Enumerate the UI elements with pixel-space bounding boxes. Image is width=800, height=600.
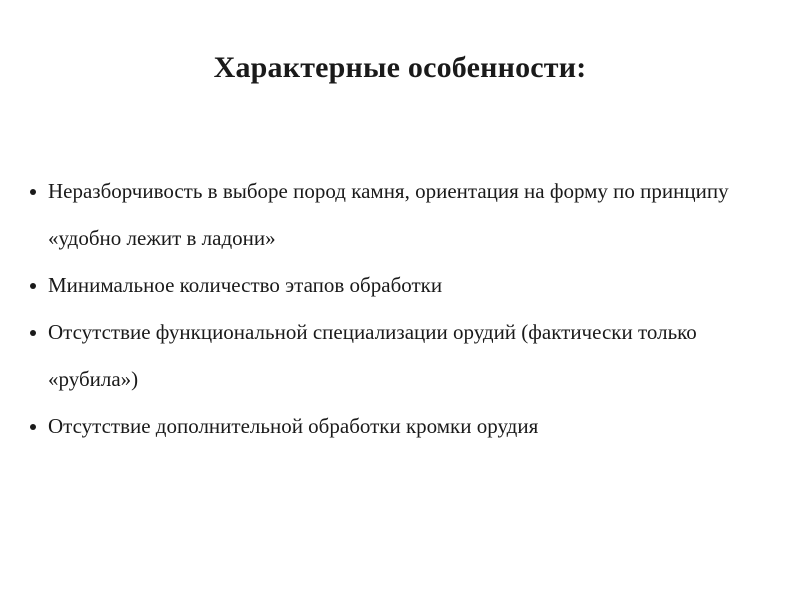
bullet-dot-icon [30,283,36,289]
bullet-item [28,309,768,403]
bullet-text: Отсутствие функциональной специализации орудий (фактически только «рубила») [48,320,697,391]
bullet-text: Отсутствие дополнительной обработки кромки орудия [48,414,539,438]
bullet-item [28,168,768,262]
slide-title: Характерные особенности: [213,51,587,84]
bullet-dot-icon [30,424,36,430]
bullet-item [28,403,768,450]
bullet-dot-icon [30,330,36,336]
bullet-text: Неразборчивость в выборе пород камня, ориентация на форму по принципу «удобно лежит в ладони» [48,179,729,250]
bullet-item [28,262,768,309]
bullet-list [28,168,768,450]
bullet-text: Минимальное количество этапов обработки [48,273,443,297]
bullet-dot-icon [30,189,36,195]
